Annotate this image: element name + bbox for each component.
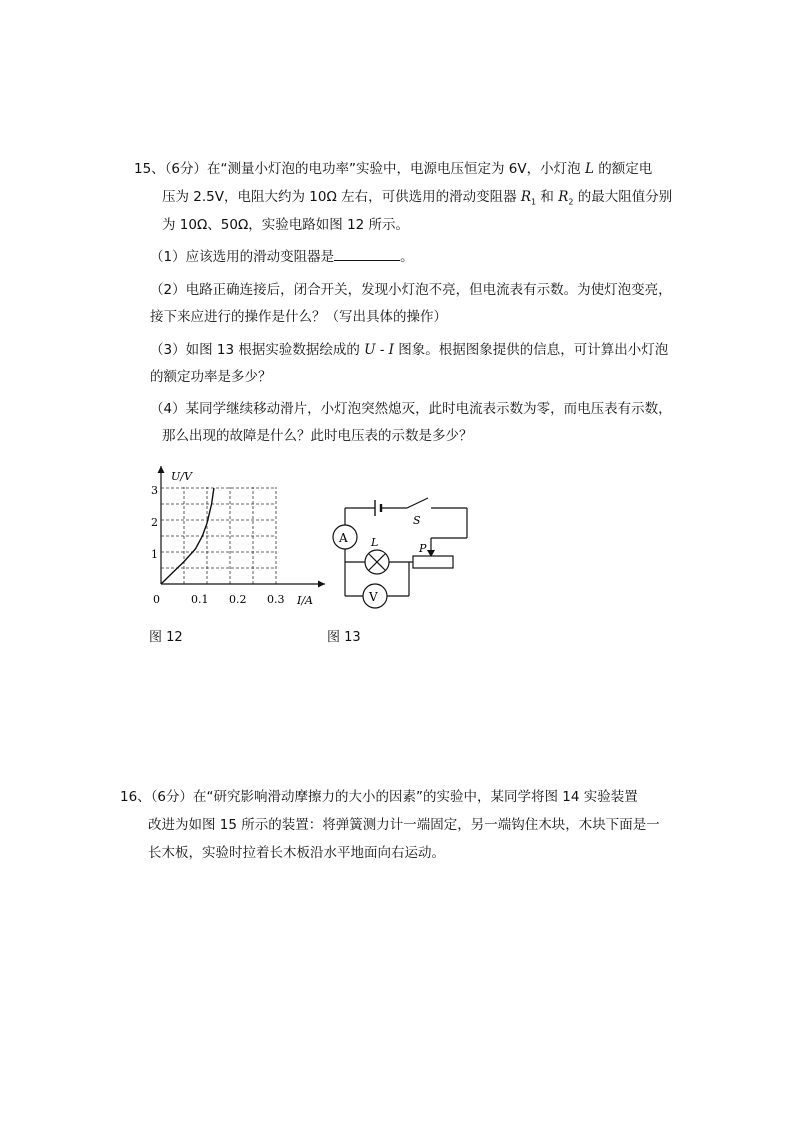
ui-graph [145,460,335,610]
sub2-text-1: （2）电路正确连接后，闭合开关，发现小灯泡不亮，但电流表有示数。为使灯泡变亮， [150,282,672,298]
q15-text-2b: 的最大阻值分别 [573,189,673,205]
sub3-text-1b: 图象。根据图象提供的信息，可计算出小灯泡 [394,342,669,358]
q15-text-3: 为 10Ω、50Ω，实验电路如图 12 所示。 [162,217,410,233]
q15-sub3-line1 [150,340,668,360]
sub1-end: 。 [400,249,414,265]
q15-sub4-line2 [162,426,473,446]
ui-symbol: U - I [364,342,395,358]
lamp-label: L [371,536,379,549]
switch-label: S [413,514,421,527]
x-tick-label: 0.3 [267,593,285,606]
answer-blank[interactable] [334,247,400,261]
q15-sub4-line1 [150,399,672,419]
q15-sub1 [150,247,414,267]
circuit-diagram [325,492,485,612]
sub3-text-2: 的额定功率是多少？ [150,369,272,385]
x-tick-label: 0.2 [229,593,247,606]
sub4-text-1: （4）某同学继续移动滑片，小灯泡突然熄灭，此时电流表示数为零，而电压表有示数， [150,401,672,417]
graph-grid [161,487,276,584]
q16-line3 [148,843,445,863]
q16-text-2: 改进为如图 15 所示的装置：将弹簧测力计一端固定，另一端钩住木块，木块下面是一 [148,817,660,833]
switch-blade [407,498,428,508]
q15-sub2-line1 [150,280,672,300]
q15-sub2-line2 [150,307,447,327]
q16-number: 16、 [120,789,151,805]
r1-subscript: 1 [531,197,537,207]
q16-line1 [120,787,638,807]
x-tick-label: 0.1 [191,593,209,606]
q16-text-1: 在“研究影响滑动摩擦力的大小的因素”的实验中，某同学将图 14 实验装置 [193,789,638,805]
origin-label: 0 [153,593,160,606]
r1-symbol: R [520,189,532,205]
q15-text-1b: 的额定电 [593,161,653,177]
rheostat [413,556,453,568]
q15-text-1a: 在“测量小灯泡的电功率”实验中，电源电压恒定为 6V，小灯泡 [207,161,585,177]
sub2-text-2: 接下来应进行的操作是什么？（写出具体的操作） [150,309,447,325]
ammeter-label: A [339,531,348,545]
fig12-caption: 图 12 [149,630,183,645]
r2-subscript: 2 [568,197,574,207]
q15-line3 [162,215,409,235]
q15-line2 [162,187,672,213]
r2-symbol: R [558,189,569,205]
q16-line2 [148,815,660,835]
y-tick-label: 1 [151,548,158,561]
x-axis-label: I/A [297,594,313,607]
y-tick-label: 2 [151,516,158,529]
q15-number: 15、 [134,161,165,177]
sub4-text-2: 那么出现的故障是什么？此时电压表的示数是多少？ [162,428,473,444]
q15-text-2a: 压为 2.5V，电阻大约为 10Ω 左右，可供选用的滑动变阻器 [162,189,521,205]
q15-and: 和 [536,189,559,205]
tick-labels [151,484,285,606]
slider-label: P [419,542,427,555]
y-tick-label: 3 [151,484,158,497]
fig13-caption: 图 13 [327,630,361,645]
q15-score: （6分） [164,161,208,177]
y-axis-label: U/V [171,470,192,483]
q15-sub3-line2 [150,367,272,387]
sub1-text: （1）应该选用的滑动变阻器是 [150,249,335,265]
q16-score: （6分） [150,789,194,805]
sub3-text-1a: （3）如图 13 根据实验数据绘成的 [150,342,365,358]
voltmeter-label: V [369,590,378,604]
q16-text-3: 长木板，实验时拉着长木板沿水平地面向右运动。 [148,845,445,861]
q15-line1 [134,159,652,179]
lamp-symbol: L [584,161,594,177]
